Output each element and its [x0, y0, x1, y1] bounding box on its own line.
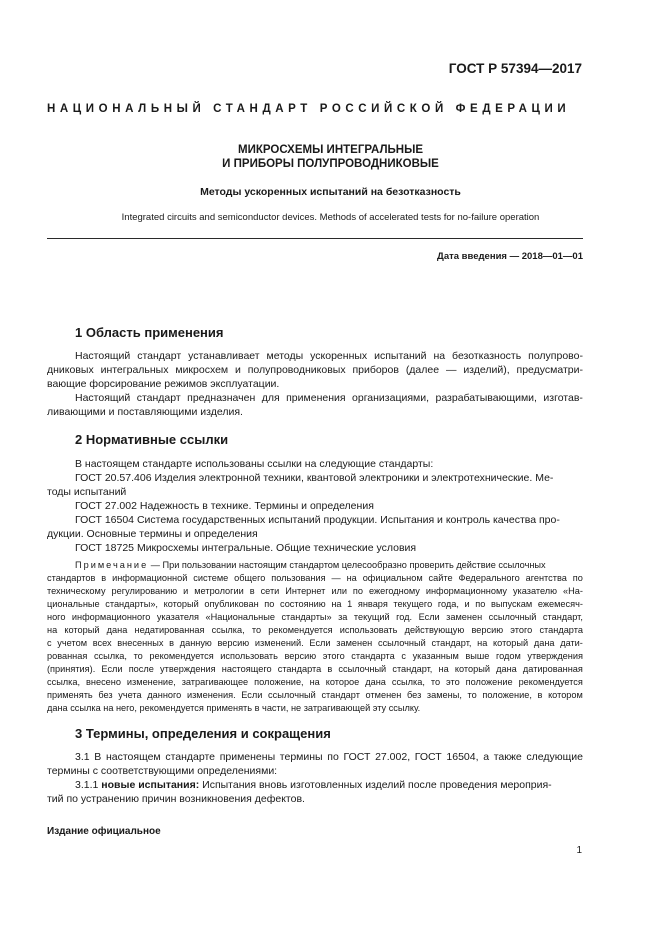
word: это	[446, 677, 460, 687]
word: которое	[325, 677, 360, 687]
document-subtitle: Методы ускоренных испытаний на безотказность	[200, 186, 461, 198]
word: дниковых	[47, 364, 94, 376]
word: стандарты»	[281, 612, 332, 622]
word: пользования	[271, 573, 326, 583]
word: а	[483, 751, 490, 763]
word: указателю	[512, 586, 558, 596]
word: текущего	[393, 599, 433, 609]
word: после	[128, 664, 154, 674]
note-line	[47, 572, 583, 584]
word: который	[163, 599, 199, 609]
word: затрагивающее	[181, 677, 249, 687]
word: стандарте	[165, 751, 216, 763]
word: В	[94, 751, 102, 763]
word: ного	[47, 612, 66, 622]
word: версию	[471, 625, 504, 635]
word: который	[64, 625, 100, 635]
word: с	[401, 651, 406, 661]
word: указанным	[412, 651, 459, 661]
title-divider	[47, 238, 583, 239]
word: действующую	[404, 625, 465, 635]
word: дана	[365, 677, 386, 687]
word: термины	[279, 751, 323, 763]
word: рекомендуется	[518, 677, 583, 687]
word: то	[251, 625, 262, 635]
word: текущий	[353, 612, 390, 622]
english-title: Integrated circuits and semiconductor devices. Methods of accelerated tests for no-failure operation	[121, 212, 540, 223]
word: информационному	[425, 586, 507, 596]
word: то	[467, 690, 477, 700]
section-3-heading: 3 Термины, определения и сокращения	[75, 726, 331, 741]
word: указателя	[156, 612, 200, 622]
word: интегральных	[100, 364, 169, 376]
word: метрологии	[194, 586, 244, 596]
title-line-1: МИКРОСХЕМЫ ИНТЕГРАЛЬНЫЕ	[237, 144, 424, 156]
word: на	[47, 625, 58, 635]
word: котором	[548, 690, 583, 700]
word: ГОСТ	[343, 751, 371, 763]
word: этого	[510, 625, 533, 635]
word: всех	[92, 638, 112, 648]
word: на	[309, 677, 320, 687]
word: Если	[418, 612, 440, 622]
reference-item: ГОСТ 20.57.406 Изделия электронной техники, квантовой электроники и электротехнические. Ме-	[75, 472, 554, 484]
word: учета	[118, 690, 142, 700]
note-line	[47, 611, 583, 623]
word: за	[338, 612, 348, 622]
word: применять	[47, 690, 93, 700]
word: сети	[260, 586, 280, 596]
word: изделий),	[463, 364, 510, 376]
word: стандарт,	[392, 664, 433, 674]
word: и	[464, 599, 470, 609]
word: этого	[322, 651, 345, 661]
text-line	[75, 751, 583, 764]
word: безотказность	[452, 350, 522, 362]
word: стандарт	[136, 392, 181, 404]
word: стандарта	[277, 664, 322, 674]
word: без	[98, 690, 113, 700]
word: который	[493, 638, 529, 648]
word: опубликован	[204, 599, 259, 609]
word: который	[454, 664, 490, 674]
note-line	[47, 624, 583, 636]
note-line	[47, 663, 583, 675]
word: внесенных	[117, 638, 164, 648]
word: отменен	[365, 690, 402, 700]
word: положение,	[482, 690, 532, 700]
word: организациями,	[352, 392, 430, 404]
word: по	[475, 599, 486, 609]
note-first-line	[75, 559, 546, 571]
word: Если	[309, 638, 331, 648]
word: официальном	[362, 573, 423, 583]
word: изменений.	[254, 638, 304, 648]
word: в	[169, 638, 175, 648]
word: сайте	[428, 573, 453, 583]
title-line-2: И ПРИБОРЫ ПОЛУПРОВОДНИКОВЫЕ	[222, 158, 439, 170]
word: дана	[496, 664, 517, 674]
word: для	[261, 392, 280, 404]
word: ссылка,	[391, 677, 425, 687]
note-line	[47, 598, 583, 610]
word: использовать	[220, 651, 278, 661]
word: недатированная	[134, 625, 205, 635]
word: стандарт,	[542, 612, 583, 622]
word: Если	[241, 690, 263, 700]
note-label: Примечание	[75, 560, 149, 570]
word: регулированию	[111, 586, 178, 596]
word: использовать	[339, 625, 398, 635]
word: в	[327, 664, 333, 674]
word: выпускам	[491, 599, 533, 609]
word: агентства	[525, 573, 567, 583]
word: полупрово-	[528, 350, 583, 362]
word: ссылочный	[488, 612, 537, 622]
word: выше	[465, 651, 490, 661]
word: информационного	[71, 612, 151, 622]
introduction-date: Дата введения — 2018—01—01	[437, 251, 583, 262]
word: предусматри-	[516, 364, 583, 376]
word: ссылка,	[47, 677, 81, 687]
text-line: вающие форсирование режимов эксплуатации.	[47, 378, 280, 390]
word: внесено	[86, 677, 121, 687]
word: по	[352, 586, 364, 596]
word: в	[101, 573, 107, 583]
word: версию	[217, 638, 250, 648]
word: изготав-	[543, 392, 583, 404]
text-line: ливающими и поставляющими изделия.	[47, 406, 243, 418]
term-first-line	[75, 779, 552, 792]
word: января	[357, 599, 388, 609]
word: микросхем	[175, 364, 229, 376]
word: стандарты»,	[105, 599, 158, 609]
word: Федерального	[458, 573, 520, 583]
word: ссылка,	[211, 625, 245, 635]
word: техническому	[47, 586, 106, 596]
word: полупроводниковых	[247, 364, 346, 376]
page-number: 1	[576, 845, 582, 856]
word: датированная	[522, 664, 583, 674]
word: применения	[286, 392, 346, 404]
word: Настоящий	[75, 350, 131, 362]
word: или	[331, 586, 347, 596]
word: «Национальные	[205, 612, 275, 622]
word: «На-	[563, 586, 583, 596]
word: по	[264, 599, 275, 609]
word: и	[183, 586, 189, 596]
note-line	[47, 585, 583, 597]
word: утверждения	[160, 664, 216, 674]
word: стандарт	[137, 350, 182, 362]
word: применены	[219, 751, 276, 763]
note-line	[47, 676, 583, 688]
word: Настоящий	[75, 392, 131, 404]
word: Если	[101, 664, 123, 674]
word: учетом	[57, 638, 88, 648]
word: методы	[266, 350, 304, 362]
word: ежегодному	[368, 586, 420, 596]
word: утверждения	[527, 651, 583, 661]
word: по	[327, 751, 339, 763]
word: ссылочный	[268, 690, 316, 700]
reference-item-continuation: дукции. Основные термины и определения	[47, 528, 258, 540]
note-line	[47, 650, 583, 662]
word: изменения.	[186, 690, 236, 700]
word: 1	[347, 599, 353, 609]
word: ссылочный	[377, 638, 426, 648]
word: изменение,	[126, 677, 176, 687]
word: заменен	[336, 638, 373, 648]
section-2-heading: 2 Нормативные ссылки	[75, 432, 229, 447]
term-number: 3.1.1	[75, 779, 102, 791]
word: устанавливает	[188, 350, 260, 362]
term-definition-text: Испытания вновь изготовленных изделий после проведения мероприя-	[199, 779, 552, 791]
word: стандартов	[47, 573, 96, 583]
word: ссылка,	[93, 651, 127, 661]
note-line: дана ссылка на него, рекомендуется применять в части, не затрагивающей эту ссылку.	[47, 703, 421, 713]
word: замены,	[426, 690, 462, 700]
word: предназначен	[187, 392, 256, 404]
word: рованная	[47, 651, 88, 661]
note-line	[47, 637, 583, 649]
word: общего	[234, 573, 266, 583]
word: без	[407, 690, 422, 700]
word: ГОСТ	[414, 751, 442, 763]
word: —	[331, 573, 341, 583]
section-1-heading: 1 Область применения	[75, 325, 224, 340]
document-code: ГОСТ Р 57394—2017	[448, 61, 582, 76]
word: стандарта	[539, 625, 583, 635]
word: заменен	[446, 612, 483, 622]
text-line	[75, 350, 583, 363]
word: стандарт	[321, 690, 360, 700]
word: также	[493, 751, 522, 763]
reference-item: ГОСТ 27.002 Надежность в технике. Термины и определения	[75, 500, 374, 512]
word: ежемесяч-	[537, 599, 583, 609]
text-line: тий по устранению причин возникновения дефектов.	[47, 793, 305, 805]
word: дана	[106, 625, 128, 635]
term-name: новые испытания:	[101, 779, 200, 791]
word: информационной	[112, 573, 188, 583]
word: то	[430, 677, 441, 687]
word: стандарт,	[431, 638, 472, 648]
note-line	[47, 689, 583, 701]
word: на	[346, 573, 357, 583]
word: дати-	[560, 638, 583, 648]
word: (далее	[405, 364, 440, 376]
word: системе	[193, 573, 229, 583]
word: на	[331, 599, 342, 609]
word: и	[235, 364, 241, 376]
word: 16504,	[446, 751, 479, 763]
word: на	[433, 350, 446, 362]
word: следующие	[526, 751, 583, 763]
reference-item: ГОСТ 18725 Микросхемы интегральные. Общие технические условия	[75, 542, 417, 554]
word: с	[47, 638, 52, 648]
word: разрабатывающими,	[435, 392, 537, 404]
note-text: — При пользовании настоящим стандартом целесообразно проверить действие ссылочных	[148, 560, 546, 570]
word: состоянию	[280, 599, 326, 609]
word: то	[133, 651, 143, 661]
word: данного	[147, 690, 182, 700]
word: в	[249, 586, 255, 596]
word: на	[477, 638, 488, 648]
word: настоящем	[105, 751, 161, 763]
word: ссылочный	[338, 664, 387, 674]
word: 3.1	[75, 751, 90, 763]
reference-item-continuation: тоды испытаний	[47, 486, 127, 498]
word: год.	[396, 612, 413, 622]
word: дана	[533, 638, 555, 648]
text-line	[47, 364, 583, 377]
word: рекомендуется	[149, 651, 214, 661]
official-edition-label: Издание официальное	[47, 826, 161, 837]
word: версию	[284, 651, 317, 661]
word: Интернет	[285, 586, 326, 596]
text-line: термины с соответствующими определениями:	[47, 765, 278, 777]
references-intro: В настоящем стандарте использованы ссылки на следующие стандарты:	[75, 458, 434, 470]
word: циональные	[47, 599, 100, 609]
word: в	[537, 690, 543, 700]
word: настоящего	[221, 664, 272, 674]
word: ускоренных	[310, 350, 368, 362]
word: 27.002,	[375, 751, 411, 763]
text-line	[75, 392, 583, 405]
word: (принятия).	[47, 664, 96, 674]
word: данную	[179, 638, 212, 648]
reference-item: ГОСТ 16504 Система государственных испытаний продукции. Испытания и контроль качества про-	[75, 514, 560, 526]
word: —	[445, 364, 457, 376]
word: на	[438, 664, 449, 674]
word: испытаний	[374, 350, 427, 362]
word: положение,	[254, 677, 304, 687]
word: приборов	[352, 364, 399, 376]
word: по	[572, 573, 583, 583]
word: стандарта	[351, 651, 395, 661]
word: рекомендуется	[268, 625, 333, 635]
word: годом	[495, 651, 521, 661]
word: года,	[437, 599, 459, 609]
national-standard-banner: НАЦИОНАЛЬНЫЙ СТАНДАРТ РОССИЙСКОЙ ФЕДЕРАЦИИ	[47, 103, 571, 115]
word: положение	[465, 677, 513, 687]
